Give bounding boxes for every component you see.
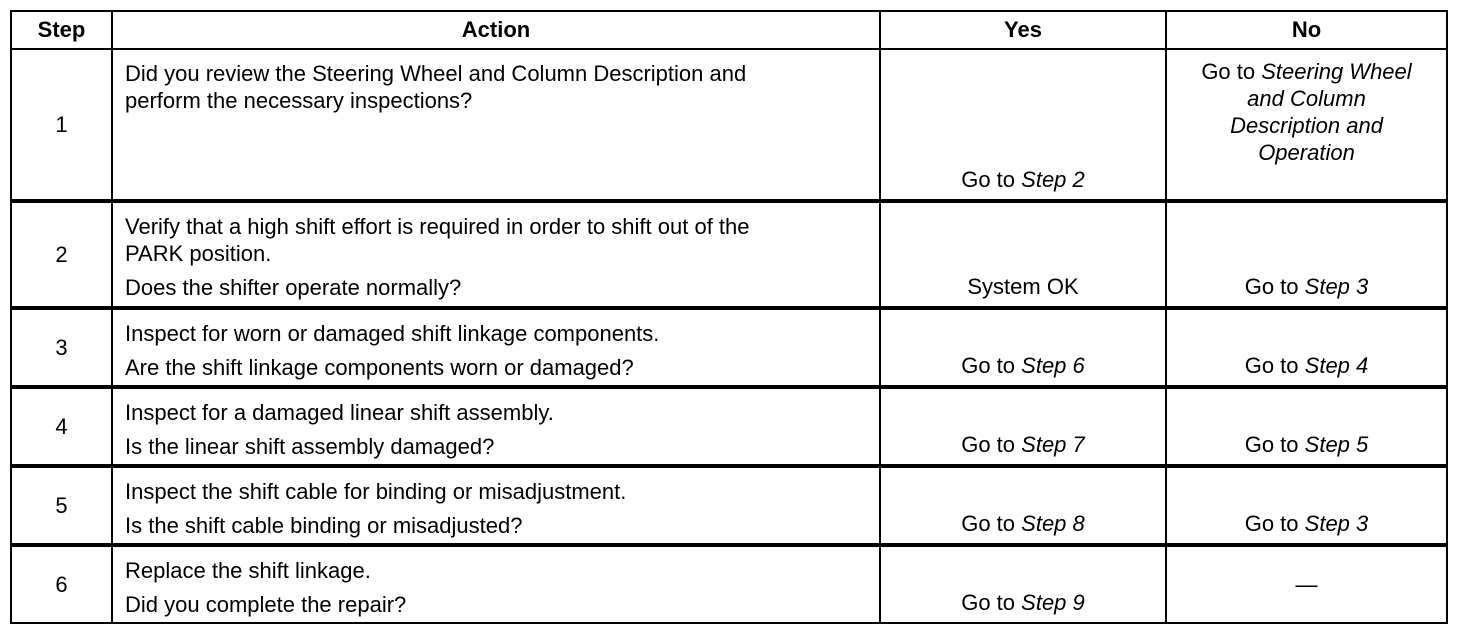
- action-question: Does the shifter operate normally?: [125, 275, 462, 300]
- header-step: Step: [11, 11, 112, 49]
- no-ref-link[interactable]: Steering Wheel: [1261, 59, 1412, 84]
- step-number: 6: [11, 545, 112, 623]
- header-action: Action: [112, 11, 880, 49]
- no-step-link[interactable]: Step 5: [1304, 432, 1369, 457]
- action-question: Is the shift cable binding or misadjusted?: [125, 513, 523, 538]
- no-ref-link[interactable]: and Column: [1247, 86, 1366, 111]
- table-row: [11, 308, 1447, 387]
- action-text: Replace the shift linkage.: [125, 558, 371, 583]
- yes-prefix: Go to: [961, 167, 1016, 192]
- table-row: [11, 387, 1447, 466]
- step-number: 1: [11, 49, 112, 201]
- action-cell: [112, 201, 880, 308]
- yes-step-link[interactable]: Step 2: [1021, 167, 1085, 192]
- no-cell: [1166, 201, 1447, 308]
- step-number: 3: [11, 308, 112, 387]
- table-row: [11, 545, 1447, 623]
- action-cell: [112, 545, 880, 623]
- header-row: [11, 11, 1447, 49]
- no-prefix: Go to: [1244, 274, 1299, 299]
- action-cell: [112, 387, 880, 466]
- action-text: perform the necessary inspections?: [125, 88, 473, 113]
- no-cell: [1166, 545, 1447, 623]
- yes-step-link[interactable]: Step 8: [1021, 511, 1085, 536]
- header-no: No: [1166, 11, 1447, 49]
- step-number: 4: [11, 387, 112, 466]
- no-prefix: Go to: [1201, 59, 1256, 84]
- table-row: [11, 466, 1447, 545]
- step-number: 5: [11, 466, 112, 545]
- no-cell: [1166, 466, 1447, 545]
- action-text: Inspect for a damaged linear shift assembly.: [125, 400, 554, 425]
- action-question: Did you complete the repair?: [125, 592, 407, 617]
- no-cell: [1166, 49, 1447, 201]
- action-text: Did you review the Steering Wheel and Column Description and: [125, 61, 747, 86]
- no-prefix: Go to: [1244, 511, 1299, 536]
- action-text: Verify that a high shift effort is required in order to shift out of the: [125, 214, 750, 239]
- no-step-link[interactable]: Step 3: [1304, 511, 1369, 536]
- action-question: Is the linear shift assembly damaged?: [125, 434, 495, 459]
- no-step-link[interactable]: Step 4: [1304, 353, 1369, 378]
- step-number: 2: [11, 201, 112, 308]
- yes-cell: [880, 545, 1166, 623]
- no-ref-link[interactable]: Operation: [1258, 140, 1355, 165]
- action-cell: [112, 49, 880, 201]
- yes-prefix: Go to: [961, 590, 1016, 615]
- action-text: Inspect the shift cable for binding or misadjustment.: [125, 479, 627, 504]
- yes-cell: [880, 49, 1166, 201]
- yes-prefix: Go to: [961, 353, 1016, 378]
- no-cell: [1166, 387, 1447, 466]
- action-question: Are the shift linkage components worn or damaged?: [125, 355, 634, 380]
- header-yes: Yes: [880, 11, 1166, 49]
- yes-prefix: Go to: [961, 511, 1016, 536]
- action-cell: [112, 466, 880, 545]
- yes-step-link[interactable]: Step 9: [1021, 590, 1085, 615]
- yes-cell: [880, 466, 1166, 545]
- action-text: PARK position.: [125, 241, 272, 266]
- table-row: [11, 49, 1447, 201]
- no-prefix: Go to: [1244, 432, 1299, 457]
- yes-cell: [880, 308, 1166, 387]
- yes-cell: [880, 201, 1166, 308]
- yes-cell: [880, 387, 1166, 466]
- no-cell: [1166, 308, 1447, 387]
- yes-step-link[interactable]: Step 7: [1021, 432, 1085, 457]
- no-ref-link[interactable]: Description and: [1230, 113, 1383, 138]
- no-step-link[interactable]: Step 3: [1304, 274, 1369, 299]
- yes-text: System OK: [967, 274, 1079, 299]
- no-dash: —: [1295, 571, 1318, 597]
- yes-step-link[interactable]: Step 6: [1021, 353, 1085, 378]
- yes-prefix: Go to: [961, 432, 1016, 457]
- diagnostic-table: [10, 10, 1448, 624]
- no-prefix: Go to: [1244, 353, 1299, 378]
- action-cell: [112, 308, 880, 387]
- table-row: [11, 201, 1447, 308]
- action-text: Inspect for worn or damaged shift linkage components.: [125, 321, 660, 346]
